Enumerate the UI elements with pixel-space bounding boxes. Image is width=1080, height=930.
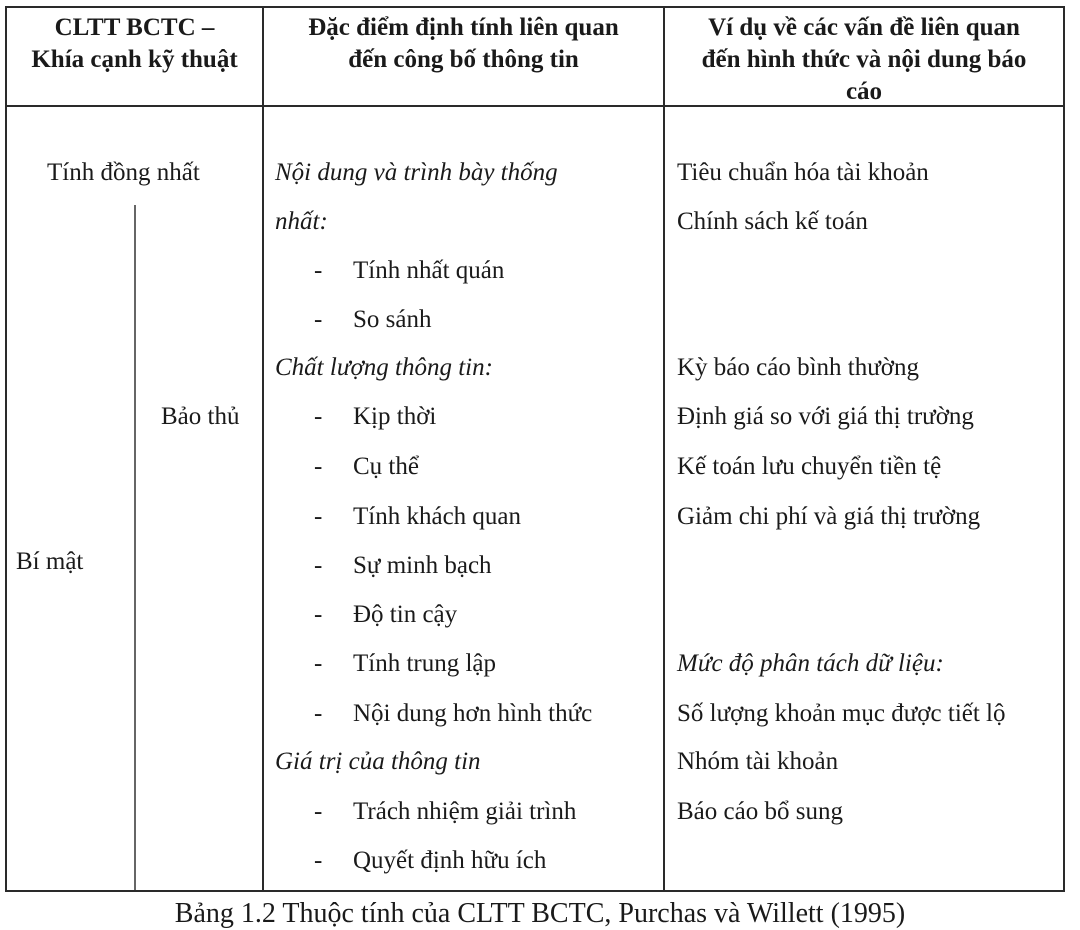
header-col-technical-aspect [7, 12, 262, 76]
example-item: Định giá so với giá thị trường [677, 403, 974, 430]
list-item: Quyết định hữu ích [353, 847, 547, 874]
example-item: Giảm chi phí và giá thị trường [677, 503, 981, 530]
list-item: Sự minh bạch [353, 552, 492, 579]
inner-divider [134, 205, 136, 890]
list-item: Tính trung lập [353, 650, 497, 677]
group-title: Chất lượng thông tin: [275, 354, 493, 381]
example-item: Tiêu chuẩn hóa tài khoản [677, 159, 929, 186]
table-caption: Bảng 1.2 Thuộc tính của CLTT BCTC, Purchas và Willett (1995) [174, 898, 906, 929]
dash-bullet-icon: - [314, 503, 323, 530]
example-item: Kỳ báo cáo bình thường [677, 354, 920, 381]
list-item: Kịp thời [353, 403, 437, 430]
header-line: Ví dụ về các vấn đề liên quan [708, 14, 1020, 41]
header-line: đến công bố thông tin [348, 46, 579, 73]
list-item: Trách nhiệm giải trình [353, 798, 577, 825]
dash-bullet-icon: - [314, 700, 323, 727]
example-item: Nhóm tài khoản [677, 748, 839, 775]
list-item: Nội dung hơn hình thức [353, 700, 593, 727]
list-item: Tính nhất quán [353, 257, 505, 284]
example-item: Chính sách kế toán [677, 208, 868, 235]
dash-bullet-icon: - [314, 650, 323, 677]
dash-bullet-icon: - [314, 552, 323, 579]
label-uniformity: Tính đồng nhất [47, 159, 200, 186]
group-title: Giá trị của thông tin [275, 748, 481, 775]
dash-bullet-icon: - [314, 601, 323, 628]
example-item: Số lượng khoản mục được tiết lộ [677, 700, 1006, 727]
example-item: Kế toán lưu chuyển tiền tệ [677, 453, 942, 480]
group-title: Nội dung và trình bày thống [275, 159, 558, 186]
example-block-title: Mức độ phân tách dữ liệu: [677, 650, 944, 677]
group-title: nhất: [275, 208, 328, 235]
example-item: Báo cáo bổ sung [677, 798, 843, 825]
list-item: Độ tin cậy [353, 601, 458, 628]
dash-bullet-icon: - [314, 453, 323, 480]
header-col-qualitative-characteristics [264, 12, 663, 76]
label-secrecy: Bí mật [16, 548, 84, 575]
list-item: Cụ thể [353, 453, 419, 480]
list-item: So sánh [353, 306, 432, 333]
list-item: Tính khách quan [353, 503, 522, 530]
header-line: Đặc điểm định tính liên quan [308, 14, 619, 41]
column-divider-1 [262, 8, 264, 890]
qualitative-characteristics-table [5, 6, 1065, 892]
header-line: cáo [845, 78, 883, 105]
label-conservatism: Bảo thủ [161, 403, 240, 430]
header-line: Khía cạnh kỹ thuật [31, 46, 238, 73]
column-divider-2 [663, 8, 665, 890]
dash-bullet-icon: - [314, 257, 323, 284]
header-line: đến hình thức và nội dung báo [701, 46, 1027, 73]
header-line: CLTT BCTC – [54, 14, 215, 41]
dash-bullet-icon: - [314, 306, 323, 333]
dash-bullet-icon: - [314, 403, 323, 430]
header-col-examples [665, 12, 1063, 108]
dash-bullet-icon: - [314, 798, 323, 825]
dash-bullet-icon: - [314, 847, 323, 874]
